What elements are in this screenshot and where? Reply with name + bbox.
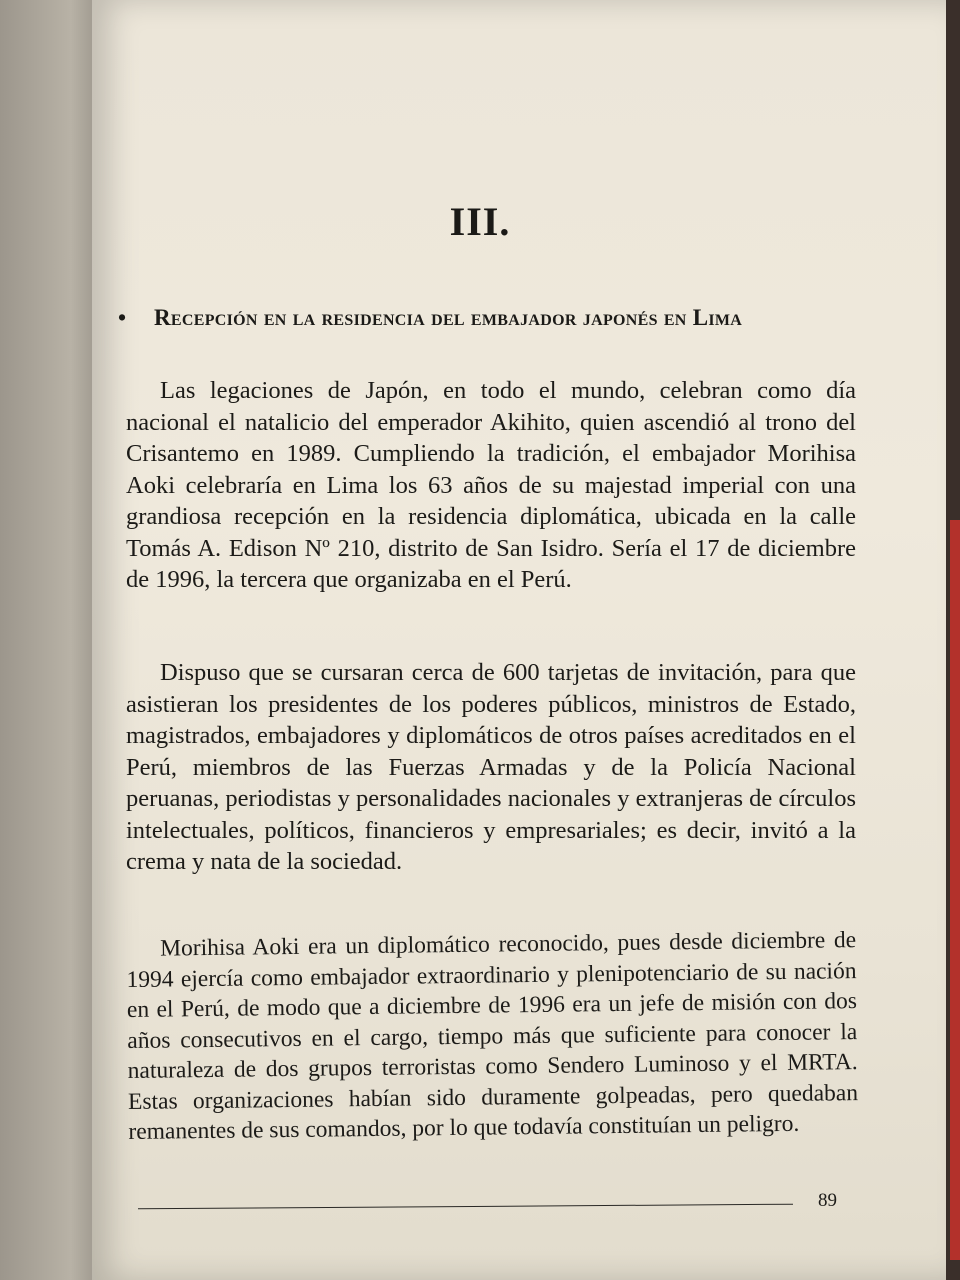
paragraph-1: Las legaciones de Japón, en todo el mundo, celebran como día nacional el natalicio del emperador Akihito, quien ascendió al trono del Crisantemo en 1989. Cumpliendo la tradición, el embajador Morihisa Aoki celebraría en Lima los 63 años de su majestad imperial con una grandiosa recepción en la residencia diplomática, ubicada en la calle Tomás A. Edison Nº 210, distrito de San Isidro. Sería el 17 de diciembre de 1996, la tercera que organizaba en el Perú. [126, 377, 856, 593]
paragraph-2: Dispuso que se cursaran cerca de 600 tarjetas de invitación, para que asistieran los presidentes de los poderes públicos, ministros de Estado, magistrados, embajadores y diplomáticos de otros países acreditados en el Perú, miembros de las Fuerzas Armadas y de la Policía Nacional peruanas, periodistas y personalidades nacionales y extranjeras de círculos intelectuales, políticos, financieros y empresariales; es decir, invitó a la crema y nata de la sociedad. [126, 659, 856, 875]
paragraph-3: Morihisa Aoki era un diplomático reconocido, pues desde diciembre de 1994 ejercía como embajador extraordinario y plenipotenciario de su nación en el Perú, de modo que a diciembre de 1996 era un jefe de misión con dos años consecutivos en el cargo, tiempo más que suficiente para conocer la naturaleza de dos grupos terroristas como Sendero Luminoso y el MRTA. Estas organizaciones habían sido duramente golpeadas, pero quedaban remanentes de sus comandos, por lo que todavía constituían un peligro. [126, 927, 859, 1145]
background-edge [946, 0, 960, 1280]
red-background-strip [950, 520, 960, 1260]
page-number: 89 [818, 1190, 837, 1211]
bullet-icon: • [118, 305, 127, 330]
chapter-number: III. [449, 199, 511, 244]
section-heading [118, 302, 863, 334]
section-title: Recepción en la residencia del embajador japonés en Lima [154, 305, 743, 330]
